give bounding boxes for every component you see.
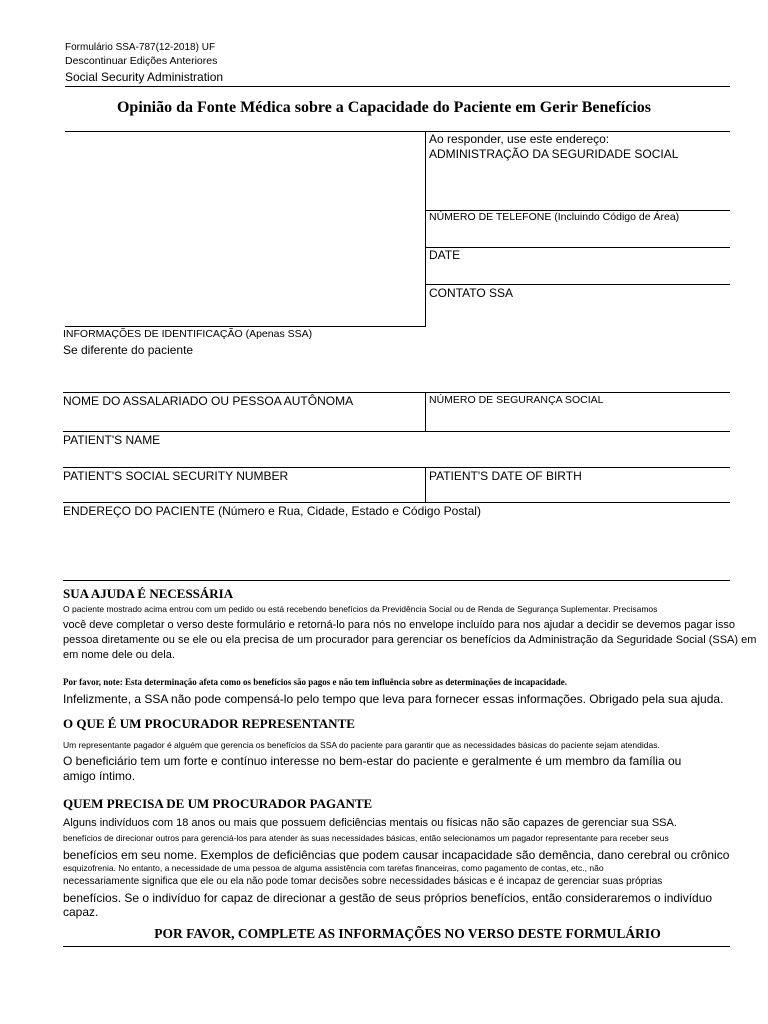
reply-address: ADMINISTRAÇÃO DA SEGURIDADE SOCIAL bbox=[429, 147, 679, 161]
phone-label: NÚMERO DE TELEFONE (Incluindo Código de Área) bbox=[429, 211, 680, 223]
grid-rule bbox=[63, 580, 730, 581]
grid-rule bbox=[425, 247, 730, 248]
who-line: benefícios. Se o indivíduo for capaz de direcionar a gestão de seus próprios benefícios, então consideraremos o indivíduo bbox=[63, 891, 713, 905]
date-label: DATE bbox=[429, 248, 461, 262]
grid-rule bbox=[65, 326, 426, 327]
grid-rule bbox=[63, 431, 730, 432]
grid-divider bbox=[425, 131, 426, 327]
rep-line: amigo íntimo. bbox=[63, 769, 136, 783]
rep-line: O beneficiário tem um forte e contínuo interesse no bem-estar do paciente e geralmente é um membro da família ou bbox=[63, 754, 682, 768]
header-rule bbox=[65, 86, 730, 87]
grid-rule bbox=[63, 502, 730, 503]
rep-heading: O QUE É UM PROCURADOR REPRESENTANTE bbox=[63, 716, 355, 731]
patient-ssn-label: PATIENT'S SOCIAL SECURITY NUMBER bbox=[63, 469, 289, 483]
patient-address-label: ENDEREÇO DO PACIENTE (Número e Rua, Cidade, Estado e Código Postal) bbox=[63, 504, 481, 518]
grid-rule bbox=[65, 131, 730, 132]
patient-name-label: PATIENT'S NAME bbox=[63, 433, 161, 447]
footer-rule bbox=[63, 946, 730, 947]
agency-name: Social Security Administration bbox=[65, 70, 224, 84]
footer-instruction: POR FAVOR, COMPLETE AS INFORMAÇÕES NO VERSO DESTE FORMULÁRIO bbox=[154, 926, 661, 941]
help-line: pessoa diretamente ou se ele ou ela precisa de um procurador para gerenciar os benefícios da Administração da Seguridade Social (SSA) em bbox=[63, 634, 757, 646]
grid-rule bbox=[63, 392, 730, 393]
help-note: Por favor, note: Esta determinação afeta como os benefícios são pagos e não tem influência sobre as determinações de incapacidade. bbox=[63, 677, 568, 687]
form-id: Formulário SSA-787(12-2018) UF bbox=[65, 42, 216, 53]
discontinue-note: Descontinuar Edições Anteriores bbox=[65, 55, 218, 67]
help-line: você deve completar o verso deste formulário e retorná-lo para nós no envelope incluído para nos ajudar a decidir se devemos pagar isso bbox=[63, 619, 735, 631]
grid-rule bbox=[425, 284, 730, 285]
who-line: capaz. bbox=[63, 905, 99, 919]
wage-earner-label: NOME DO ASSALARIADO OU PESSOA AUTÔNOMA bbox=[63, 394, 354, 408]
help-note-after: Infelizmente, a SSA não pode compensá-lo pelo tempo que leva para fornecer essas informações. Obrigado pela sua ajuda. bbox=[63, 692, 724, 706]
help-line: O paciente mostrado acima entrou com um pedido ou está recebendo benefícios da Previdência Social ou de Renda de Segurança Suplementar. Precisamos bbox=[63, 604, 658, 614]
help-heading: SUA AJUDA É NECESSÁRIA bbox=[63, 586, 234, 601]
identification-subtitle: Se diferente do paciente bbox=[63, 343, 194, 357]
identification-label: INFORMAÇÕES DE IDENTIFICAÇÃO (Apenas SSA) bbox=[63, 328, 313, 340]
contact-label: CONTATO SSA bbox=[429, 286, 514, 300]
who-line: Alguns indivíduos com 18 anos ou mais que possuem deficiências mentais ou físicas não são capazes de gerenciar sua SSA. bbox=[63, 817, 677, 829]
patient-dob-label: PATIENT'S DATE OF BIRTH bbox=[429, 469, 582, 483]
who-line: benefícios de direcionar outros para gerenciá-los para atender às suas necessidades básicas, então selecionamos um pagador representante para receber seus bbox=[63, 833, 669, 843]
who-line: benefícios em seu nome. Exemplos de deficiências que podem causar incapacidade são demência, dano cerebral ou crônico bbox=[63, 848, 730, 862]
who-line: esquizofrenia. No entanto, a necessidade de uma pessoa de alguma assistência com tarefas financeiras, como pagamento de contas, etc., não bbox=[63, 863, 604, 873]
page-title: Opinião da Fonte Médica sobre a Capacidade do Paciente em Gerir Benefícios bbox=[116, 99, 652, 116]
who-heading: QUEM PRECISA DE UM PROCURADOR PAGANTE bbox=[63, 796, 373, 811]
grid-divider bbox=[425, 392, 426, 432]
rep-line: Um representante pagador é alguém que gerencia os benefícios da SSA do paciente para garantir que as necessidades básicas do paciente sejam atendidas. bbox=[63, 740, 660, 750]
grid-rule bbox=[63, 467, 730, 468]
who-line: necessariamente significa que ele ou ela não pode tomar decisões sobre necessidades básicas e é incapaz de gerenciar suas próprias bbox=[63, 876, 663, 887]
reply-label: Ao responder, use este endereço: bbox=[429, 132, 610, 146]
help-line: em nome dele ou dela. bbox=[63, 649, 175, 661]
ssn-label: NÚMERO DE SEGURANÇA SOCIAL bbox=[429, 394, 604, 406]
grid-divider bbox=[425, 467, 426, 503]
